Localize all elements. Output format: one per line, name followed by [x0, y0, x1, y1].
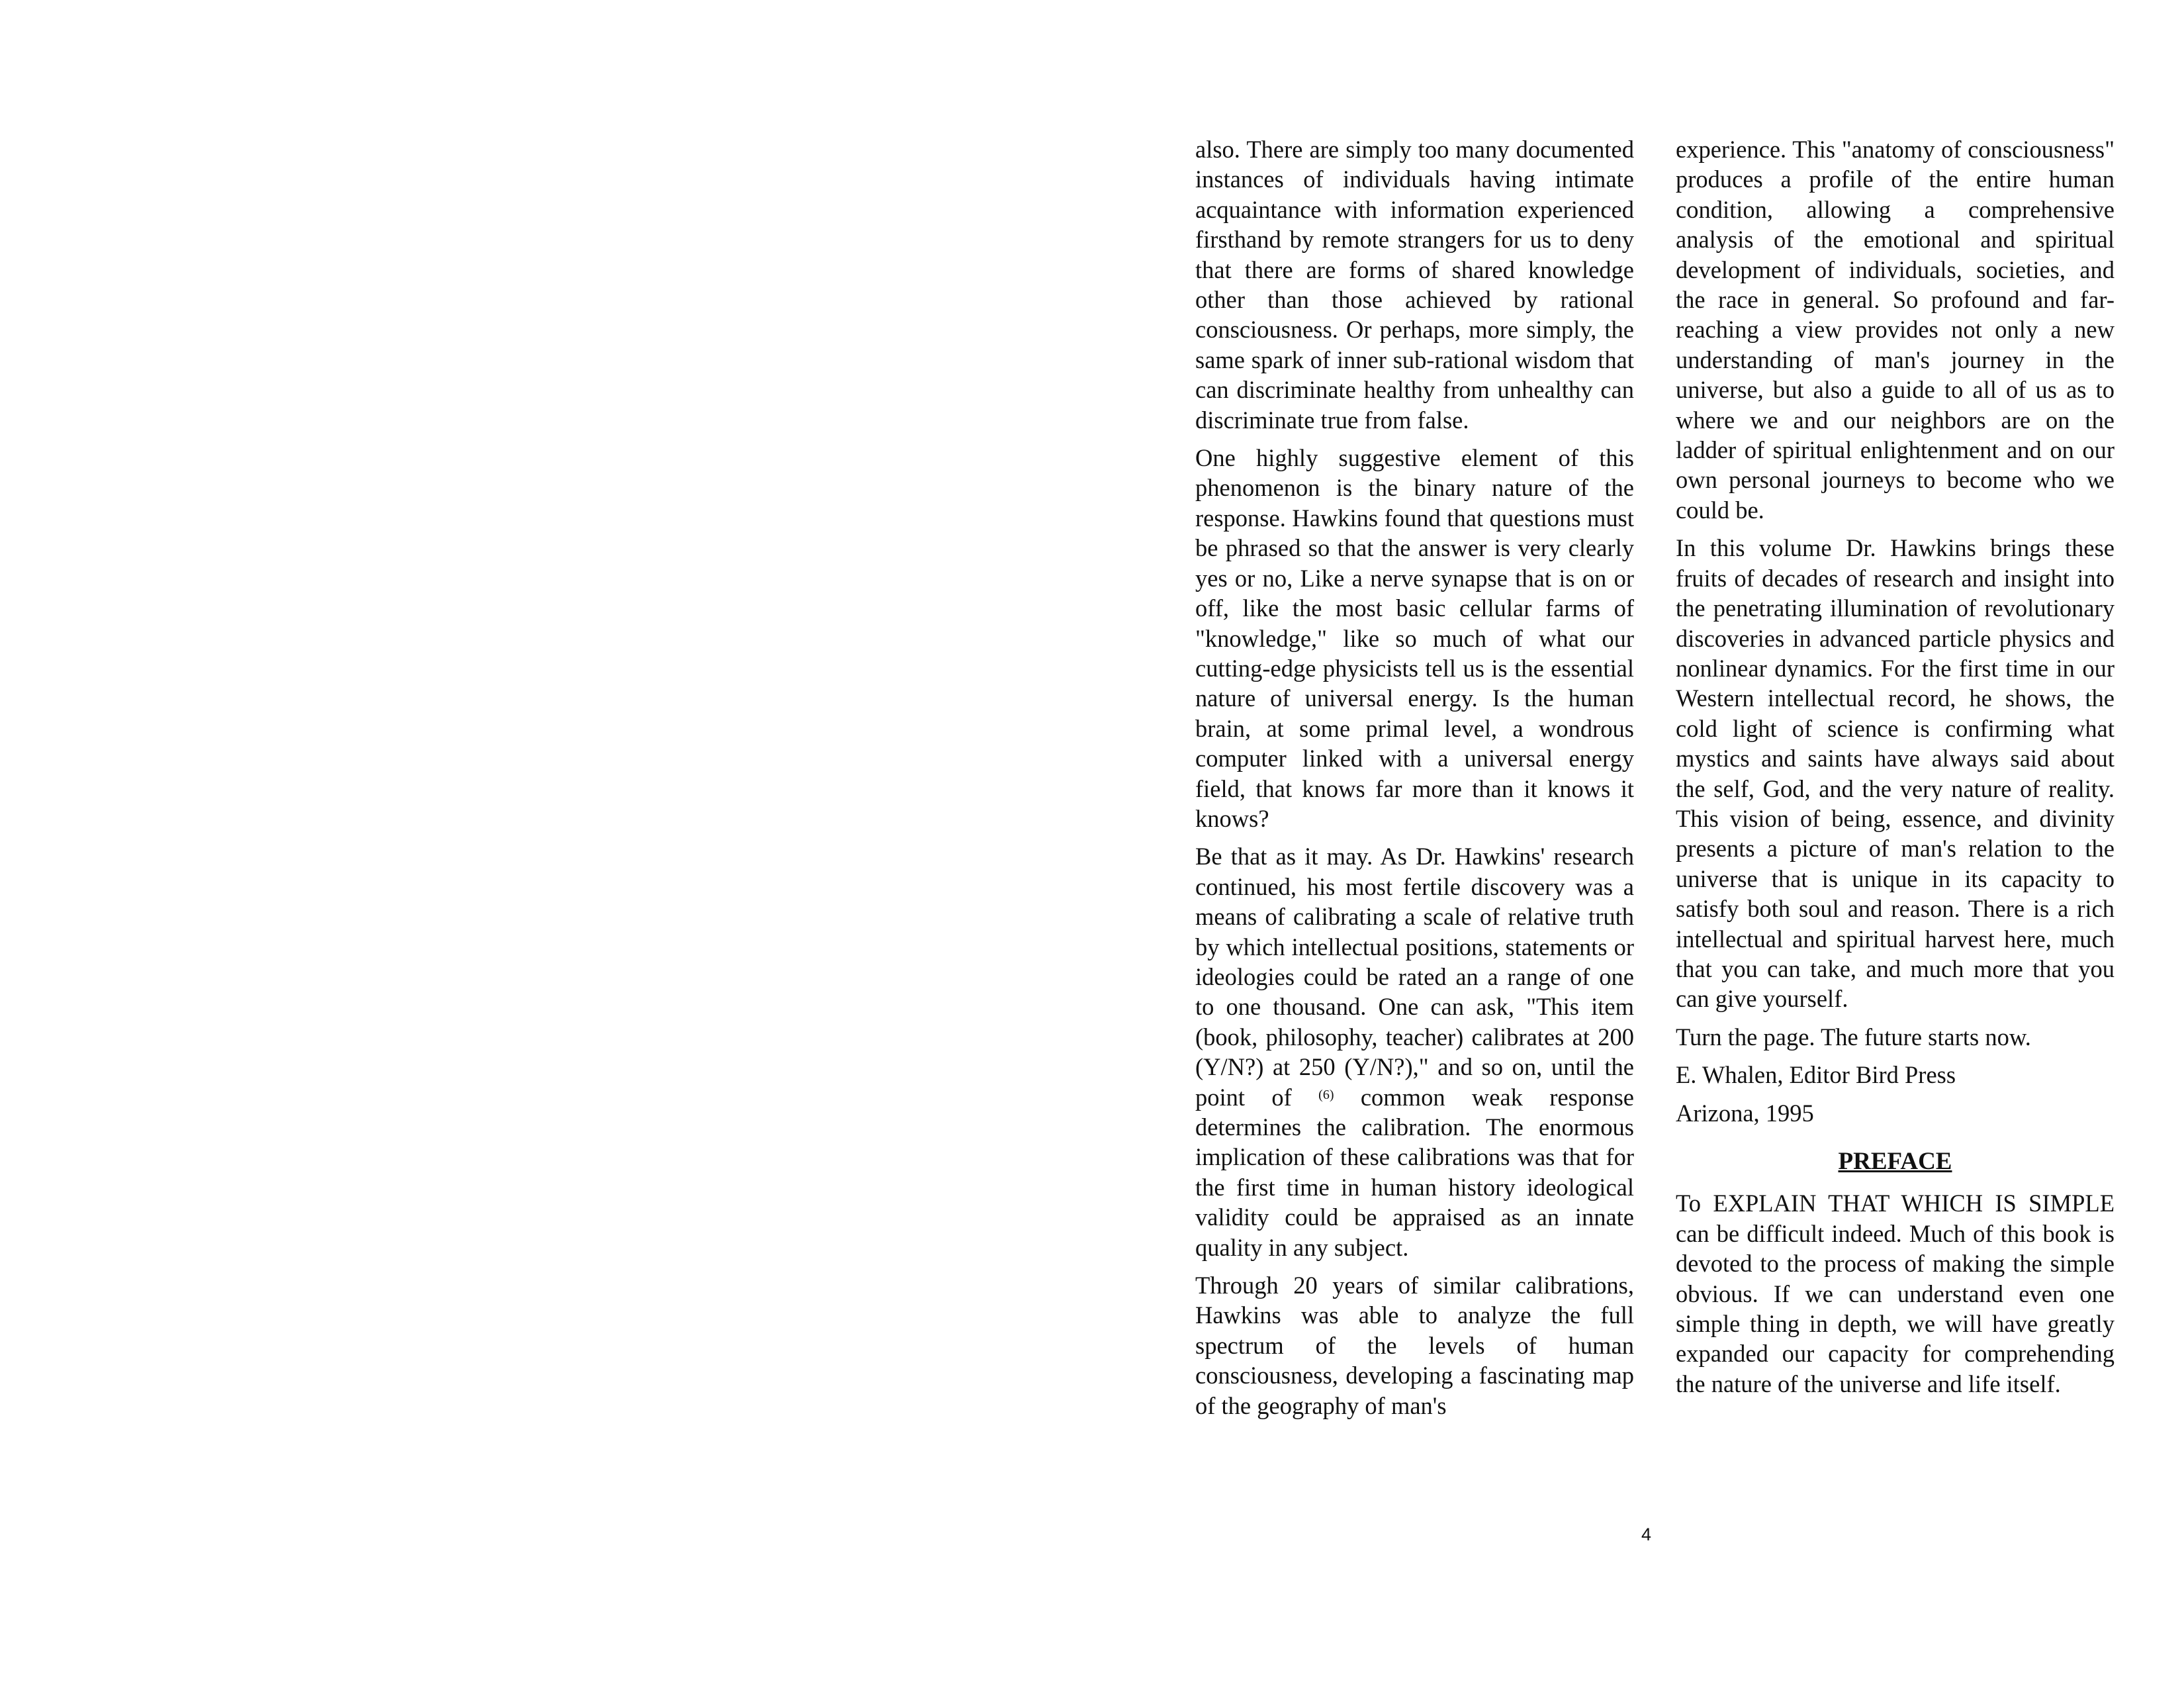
paragraph-preface-intro: To EXPLAIN THAT WHICH IS SIMPLE can be difficult indeed. Much of this book is devoted to the process of making the simple obvious. If we can understand even one simple thing in depth, we will have greatly expanded our capacity for comprehending the nature of the universe and life itself. — [1676, 1190, 2115, 1397]
left-text-column — [1195, 134, 1634, 1429]
signature-location-date: Arizona, 1995 — [1676, 1099, 1814, 1127]
paragraph-levels-of-consciousness: Through 20 years of similar calibrations, Hawkins was able to analyze the full spectrum of the levels of human consciousness, developing a fascinating map of the geography of man's — [1195, 1272, 1634, 1419]
paragraph-shared-knowledge: also. There are simply too many documented instances of individuals having intimate acquaintance with information experienced firsthand by remote strangers for us to deny that there are forms of shared knowledge other than those achieved by rational consciousness. Or perhaps, more simply, the same spark of inner sub-rational wisdom that can discriminate healthy from unhealthy can discriminate true from false. — [1195, 136, 1634, 434]
closing-line: Turn the page. The future starts now. — [1676, 1023, 2031, 1051]
paragraph-calibration-text-b: common weak response determines the calibration. The enormous implication of these calibrations was that for the first time in human history ideological validity could be appraised as an innate quality in any subject. — [1195, 1083, 1635, 1261]
paragraph-calibration-scale — [1195, 841, 1634, 1262]
right-text-column — [1676, 134, 2115, 1407]
paragraph-calibration-text-a: Be that as it may. As Dr. Hawkins' research continued, his most fertile discovery was a means of calibrating a scale of relative truth by which intellectual positions, statements or ideologies could be rated an a range of one to one thousand. One can ask, "This item (book, philosophy, teacher) calibrates at 200 (Y/N?) at 250 (Y/N?)," and so on, until the point of — [1195, 843, 1634, 1111]
paragraph-volume-summary: In this volume Dr. Hawkins brings these fruits of decades of research and insight into the penetrating illumination of revolutionary discoveries in advanced particle physics and nonlinear dynamics. For the first time in our Western intellectual record, he shows, the cold light of science is confirming what mystics and saints have always said about the self, God, and the very nature of reality. This vision of being, essence, and divinity presents a picture of man's relation to the universe that is unique in its capacity to satisfy both soul and reason. There is a rich intellectual and spiritual harvest here, much that you can take, and much more that you can give yourself. — [1676, 534, 2115, 1013]
paragraph-anatomy-of-consciousness: experience. This "anatomy of consciousness" produces a profile of the entire human condition, allowing a comprehensive analysis of the emotional and spiritual development of individuals, societies, and the race in general. So profound and far-reaching a view provides not only a new understanding of man's journey in the universe, but also a guide to all of us as to where we and our neighbors are on the ladder of spiritual enlightenment and on our own personal journeys to become who we could be. — [1676, 136, 2115, 524]
paragraph-binary-response: One highly suggestive element of this phenomenon is the binary nature of the response. Hawkins found that questions must be phrased so that the answer is very clearly yes or no, Like a nerve synapse that is on or off, like the most basic cellular farms of "knowledge," like so much of what our cutting-edge physicists tell us is the essential nature of universal energy. Is the human brain, at some primal level, a wondrous computer linked with a universal energy field, that knows far more than it knows it knows? — [1195, 444, 1634, 832]
editor-signature: E. Whalen, Editor Bird Press — [1676, 1061, 1956, 1089]
footnote-mark: (6) — [1318, 1087, 1334, 1102]
preface-heading: PREFACE — [1838, 1148, 1952, 1175]
page-number: 4 — [1641, 1524, 1652, 1544]
